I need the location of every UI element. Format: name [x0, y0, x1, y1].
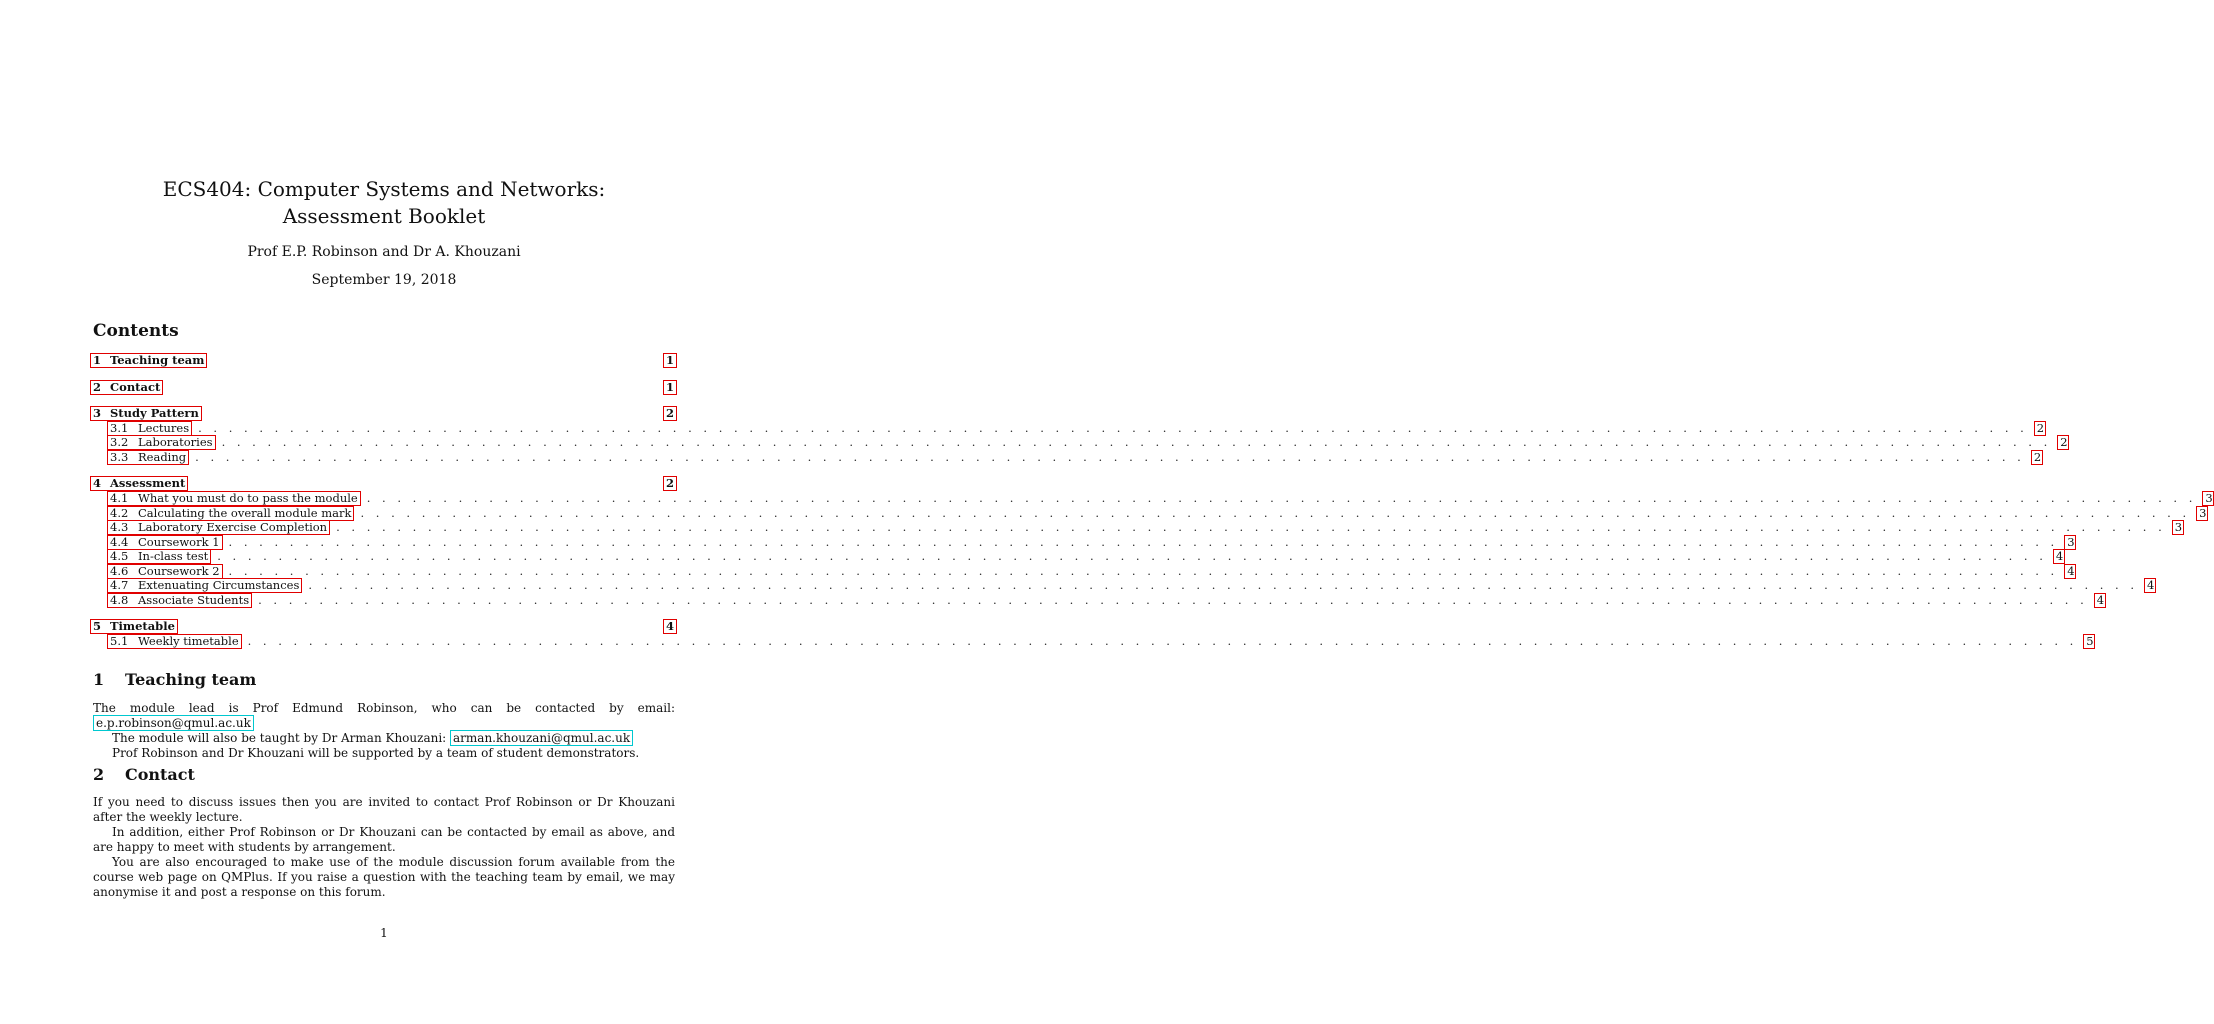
toc-page-link[interactable]: 3	[2202, 491, 2214, 506]
toc-entry-number: 5	[93, 619, 102, 633]
teaching-team-body	[93, 701, 675, 761]
toc-page-link[interactable]: 1	[663, 380, 677, 395]
toc-subsection-line	[110, 421, 2045, 436]
toc-entry-number: 3.1	[110, 421, 129, 435]
contact-p1: If you need to discuss issues then you are invited to contact Prof Robinson or Dr Khouzani after the weekly lecture.	[93, 795, 675, 824]
toc-subsection-line	[110, 593, 2105, 608]
toc-entry-number: 3.3	[110, 450, 129, 464]
document-title	[0, 176, 768, 230]
toc-entry-title: In-class test	[138, 549, 209, 563]
toc-subsection-line	[110, 491, 2213, 506]
toc-subsection-line	[110, 435, 2068, 450]
title-line-2: Assessment Booklet	[282, 204, 486, 228]
toc-entry-link[interactable]	[107, 535, 223, 550]
toc-leader-dots: . . . . . . . . . . . . . . . . . . . . . . . . . . . . . . . . . . . . . . . . . . . . . . . . . . . . . . . . . . . . . . . . . . . . . . . . . . . . . . . . . . . . . . . . . . . . . . . . . . . . . . . . . . . . . . . . . . . . . . . .	[198, 421, 2028, 435]
toc-leader-dots: . . . . . . . . . . . . . . . . . . . . . . . . . . . . . . . . . . . . . . . . . . . . . . . . . . . . . . . . . . . . . . . . . . . . . . . . . . . . . . . . . . . . . . . . . . . . . . . . . . . . . . . . . . . . . . . . . . . . . . . .	[195, 450, 2025, 464]
toc-entry-link[interactable]	[107, 564, 223, 579]
teaching-p2-text: The module will also be taught by Dr Arman Khouzani:	[112, 731, 451, 745]
toc-entry-title: Lectures	[138, 421, 190, 435]
section-number: 1	[93, 670, 105, 689]
toc-entry-link[interactable]	[107, 506, 354, 521]
toc-page-link[interactable]: 2	[2034, 421, 2046, 436]
authors: Prof E.P. Robinson and Dr A. Khouzani	[247, 244, 521, 260]
toc-entry-title: Laboratory Exercise Completion	[138, 520, 328, 534]
toc-entry-number: 4	[93, 476, 102, 490]
toc-leader-dots: . . . . . . . . . . . . . . . . . . . . . . . . . . . . . . . . . . . . . . . . . . . . . . . . . . . . . . . . . . . . . . . . . . . . . . . . . . . . . . . . . . . . . . . . . . . . . . . . . . . . . . . . . . . . . . . . . . . . . . . .	[228, 564, 2059, 578]
toc-page-link[interactable]: 3	[2064, 535, 2076, 550]
contact-p3: You are also encouraged to make use of the module discussion forum available from the course web page on QMPlus. If you raise a question with the teaching team by email, we may anonymise it and post a response on this forum.	[93, 855, 675, 899]
toc-subsection-line	[110, 634, 2094, 649]
toc-entry-link[interactable]	[107, 593, 252, 608]
toc-subsection-line	[110, 535, 2075, 550]
toc-entry-title: Teaching team	[110, 353, 205, 367]
toc-entry-link[interactable]	[107, 435, 216, 450]
toc-entry-title: Study Pattern	[110, 406, 199, 420]
toc-subsection-line	[110, 564, 2075, 579]
toc-entry-title: Coursework 2	[138, 564, 220, 578]
toc-entry-title: Associate Students	[138, 593, 250, 607]
toc-entry-link[interactable]	[90, 406, 202, 421]
toc-page-link[interactable]: 2	[663, 476, 677, 491]
toc-leader-dots: . . . . . . . . . . . . . . . . . . . . . . . . . . . . . . . . . . . . . . . . . . . . . . . . . . . . . . . . . . . . . . . . . . . . . . . . . . . . . . . . . . . . . . . . . . . . . . . . . . . . . . . . . . . . . . . . . . . . . . . .	[247, 634, 2078, 648]
toc-entry-link[interactable]	[107, 491, 361, 506]
toc-leader-dots: . . . . . . . . . . . . . . . . . . . . . . . . . . . . . . . . . . . . . . . . . . . . . . . . . . . . . . . . . . . . . . . . . . . . . . . . . . . . . . . . . . . . . . . . . . . . . . . . . . . . . . . . . . . . . . . . . . . . . . . .	[336, 520, 2166, 534]
toc-entry-link[interactable]	[107, 520, 330, 535]
toc-entry-title: Extenuating Circumstances	[138, 578, 300, 592]
toc-entry-link[interactable]	[90, 380, 163, 395]
toc-page-link[interactable]: 2	[2031, 450, 2043, 465]
toc-entry-link[interactable]	[107, 450, 189, 465]
toc-page-link[interactable]: 2	[2057, 435, 2069, 450]
toc-subsection-line	[110, 549, 2064, 564]
toc-section-line	[93, 353, 677, 368]
toc-subsection-line	[110, 450, 2042, 465]
section-heading-contact	[93, 765, 195, 784]
toc-leader-dots: . . . . . . . . . . . . . . . . . . . . . . . . . . . . . . . . . . . . . . . . . . . . . . . . . . . . . . . . . . . . . . . . . . . . . . . . . . . . . . . . . . . . . . . . . . . . . . . . . . . . . . . . . . . . . . . . . . . . . . . .	[258, 593, 2088, 607]
toc-entry-link[interactable]	[90, 476, 188, 491]
toc-page-link[interactable]: 4	[2053, 549, 2065, 564]
toc-entry-number: 1	[93, 353, 102, 367]
toc-page-link[interactable]: 3	[2196, 506, 2208, 521]
toc-entry-link[interactable]	[107, 578, 302, 593]
toc-entry-number: 3.2	[110, 435, 129, 449]
toc-page-link[interactable]: 4	[2144, 578, 2156, 593]
toc-section-line	[93, 619, 677, 634]
toc-entry-number: 4.3	[110, 520, 129, 534]
toc-section-line	[93, 380, 677, 395]
toc-leader-dots: . . . . . . . . . . . . . . . . . . . . . . . . . . . . . . . . . . . . . . . . . . . . . . . . . . . . . . . . . . . . . . . . . . . . . . . . . . . . . . . . . . . . . . . . . . . . . . . . . . . . . . . . . . . . . . . . . . . . . . . .	[221, 435, 2052, 449]
toc-page-link[interactable]: 4	[2064, 564, 2076, 579]
toc-page-link[interactable]: 4	[2094, 593, 2106, 608]
contact-body	[93, 795, 675, 900]
toc-page-link[interactable]: 1	[663, 353, 677, 368]
toc-entry-number: 4.4	[110, 535, 129, 549]
toc-entry-link[interactable]	[107, 549, 211, 564]
toc-leader-dots: . . . . . . . . . . . . . . . . . . . . . . . . . . . . . . . . . . . . . . . . . . . . . . . . . . . . . . . . . . . . . . . . . . . . . . . . . . . . . . . . . . . . . . . . . . . . . . . . . . . . . . . . . . . . . . . . . . . . . . . .	[217, 549, 2047, 563]
contents-heading: Contents	[93, 321, 179, 341]
toc-page-link[interactable]: 4	[663, 619, 677, 634]
email-link-khouzani[interactable]: arman.khouzani@qmul.ac.uk	[450, 730, 633, 746]
toc-entry-title: Weekly timetable	[138, 634, 239, 648]
toc-page-link[interactable]: 2	[663, 406, 677, 421]
toc-entry-number: 4.8	[110, 593, 129, 607]
page-number: 1	[380, 926, 388, 940]
toc-entry-number: 3	[93, 406, 102, 420]
toc-entry-link[interactable]	[107, 634, 242, 649]
toc-entry-number: 4.2	[110, 506, 129, 520]
toc-entry-number: 4.6	[110, 564, 129, 578]
toc-leader-dots: . . . . . . . . . . . . . . . . . . . . . . . . . . . . . . . . . . . . . . . . . . . . . . . . . . . . . . . . . . . . . . . . . . . . . . . . . . . . . . . . . . . . . . . . . . . . . . . . . . . . . . . . . . . . . . . . . . . . . . . .	[366, 491, 2197, 505]
toc-page-link[interactable]: 5	[2083, 634, 2095, 649]
toc-entry-title: Timetable	[110, 619, 175, 633]
teaching-p3-text: Prof Robinson and Dr Khouzani will be supported by a team of student demonstrators.	[112, 746, 640, 760]
contact-p2: In addition, either Prof Robinson or Dr Khouzani can be contacted by email as above, and are happy to meet with students by arrangement.	[93, 825, 675, 854]
toc-section-line	[93, 406, 677, 421]
toc-subsection-line	[110, 520, 2183, 535]
toc-leader-dots: . . . . . . . . . . . . . . . . . . . . . . . . . . . . . . . . . . . . . . . . . . . . . . . . . . . . . . . . . . . . . . . . . . . . . . . . . . . . . . . . . . . . . . . . . . . . . . . . . . . . . . . . . . . . . . . . . . . . . . . .	[228, 535, 2059, 549]
toc-entry-link[interactable]	[90, 619, 178, 634]
toc-section-line	[93, 476, 677, 491]
toc-entry-title: Contact	[110, 380, 161, 394]
section-heading-teaching-team	[93, 670, 256, 689]
section-number: 2	[93, 765, 105, 784]
toc-subsection-line	[110, 506, 2207, 521]
section-title: Contact	[125, 765, 195, 784]
toc-entry-link[interactable]	[90, 353, 207, 368]
toc-entry-number: 5.1	[110, 634, 129, 648]
section-title: Teaching team	[125, 670, 257, 689]
toc-entry-number: 4.7	[110, 578, 129, 592]
toc-entry-title: What you must do to pass the module	[138, 491, 358, 505]
toc-entry-title: Reading	[138, 450, 187, 464]
toc-entry-number: 2	[93, 380, 102, 394]
toc-entry-number: 4.1	[110, 491, 129, 505]
teaching-p1-text: The module lead is Prof Edmund Robinson, who can be contacted by email:	[93, 701, 675, 715]
toc-subsection-line	[110, 578, 2155, 593]
toc-leader-dots: . . . . . . . . . . . . . . . . . . . . . . . . . . . . . . . . . . . . . . . . . . . . . . . . . . . . . . . . . . . . . . . . . . . . . . . . . . . . . . . . . . . . . . . . . . . . . . . . . . . . . . . . . . . . . . . . . . . . . . . .	[308, 578, 2139, 592]
toc-entry-title: Assessment	[110, 476, 186, 490]
document-date: September 19, 2018	[311, 272, 457, 288]
toc-entry-title: Calculating the overall module mark	[138, 506, 352, 520]
toc-entry-title: Laboratories	[138, 435, 213, 449]
title-line-1: ECS404: Computer Systems and Networks:	[162, 177, 606, 201]
email-link-robinson[interactable]: e.p.robinson@qmul.ac.uk	[93, 715, 254, 731]
toc-entry-number: 4.5	[110, 549, 129, 563]
toc-page-link[interactable]: 3	[2172, 520, 2184, 535]
toc-entry-link[interactable]	[107, 421, 192, 436]
toc-leader-dots: . . . . . . . . . . . . . . . . . . . . . . . . . . . . . . . . . . . . . . . . . . . . . . . . . . . . . . . . . . . . . . . . . . . . . . . . . . . . . . . . . . . . . . . . . . . . . . . . . . . . . . . . . . . . . . . . . . . . . . . .	[360, 506, 2191, 520]
toc-entry-title: Coursework 1	[138, 535, 220, 549]
